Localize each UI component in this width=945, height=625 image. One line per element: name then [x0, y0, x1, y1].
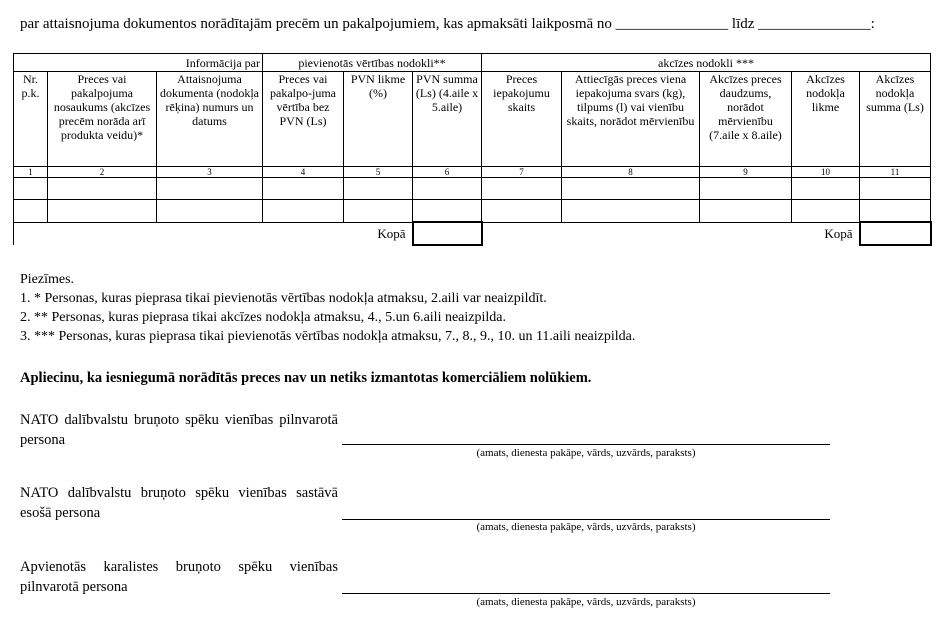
group-header-info: Informācija par — [14, 54, 263, 72]
table-cell[interactable] — [482, 178, 562, 200]
table-cell[interactable] — [344, 200, 413, 223]
totals-row — [14, 222, 931, 245]
col-number: 3 — [157, 167, 263, 178]
vat-total-label: Kopā — [377, 225, 406, 241]
note-3: 3. *** Personas, kuras pieprasa tikai pievienotās vērtības nodokļa atmaksu, 7., 8., 9., 10. un 11.aili neaizpilda. — [20, 329, 636, 344]
col-number: 5 — [344, 167, 413, 178]
table-cell[interactable] — [48, 178, 157, 200]
col-header-6: PVN summa (Ls) (4.aile x 5.aile) — [413, 72, 482, 167]
signature-line-2[interactable] — [342, 519, 830, 520]
table-row — [14, 178, 931, 200]
col-header-8: Attiecīgās preces viena iepakojuma svars (kg), tilpums (l) vai vienību skaits, norādot mērvienību — [562, 72, 700, 167]
signature-line-3[interactable] — [342, 593, 830, 594]
col-number: 1 — [14, 167, 48, 178]
excise-total-label-cell — [482, 222, 860, 245]
group-header-excise: akcīzes nodokli *** — [482, 54, 931, 72]
table-cell[interactable] — [792, 200, 860, 223]
notes-section — [20, 270, 635, 346]
col-number: 6 — [413, 167, 482, 178]
col-number: 8 — [562, 167, 700, 178]
vat-total-box[interactable] — [413, 222, 482, 245]
group-header-vat: pievienotās vērtības nodokli** — [263, 54, 482, 72]
signature-caption-2: (amats, dienesta pakāpe, vārds, uzvārds, paraksts) — [476, 521, 696, 533]
table-cell[interactable] — [48, 200, 157, 223]
table-cell[interactable] — [157, 200, 263, 223]
table-cell[interactable] — [792, 178, 860, 200]
col-header-2: Preces vai pakalpojuma nosaukums (akcīzes precēm norāda arī produkta veidu)* — [48, 72, 157, 167]
table-cell[interactable] — [157, 178, 263, 200]
col-header-4: Preces vai pakalpo-juma vērtība bez PVN (Ls) — [263, 72, 344, 167]
table-cell[interactable] — [482, 200, 562, 223]
col-header-5: PVN likme (%) — [344, 72, 413, 167]
col-number: 10 — [792, 167, 860, 178]
table-cell[interactable] — [860, 200, 931, 223]
col-header-7: Preces iepakojumu skaits — [482, 72, 562, 167]
table-cell[interactable] — [562, 200, 700, 223]
col-header-3: Attaisnojuma dokumenta (nodokļa rēķina) numurs un datums — [157, 72, 263, 167]
table-cell[interactable] — [344, 178, 413, 200]
table-cell[interactable] — [413, 178, 482, 200]
col-header-1: Nr. p.k. — [14, 72, 48, 167]
excise-total-label: Kopā — [824, 225, 853, 241]
table-cell[interactable] — [413, 200, 482, 223]
table-cell[interactable] — [562, 178, 700, 200]
signature-line-1[interactable] — [342, 444, 830, 445]
table-cell[interactable] — [263, 178, 344, 200]
table-cell[interactable] — [263, 200, 344, 223]
signature-caption-1: (amats, dienesta pakāpe, vārds, uzvārds, paraksts) — [476, 447, 696, 459]
col-number: 9 — [700, 167, 792, 178]
refund-goods-table — [13, 53, 932, 246]
period-intro-line: par attaisnojuma dokumentos norādītajām precēm un pakalpojumiem, kas apmaksāti laikposmā no _______________ līdz _______________: — [20, 16, 875, 32]
signatory-role-1: NATO dalībvalstu bruņoto spēku vienības pilnvarotā persona — [20, 412, 338, 448]
table-row — [14, 200, 931, 223]
vat-total-label-cell — [14, 222, 413, 245]
table-cell[interactable] — [14, 200, 48, 223]
table-cell[interactable] — [700, 178, 792, 200]
col-header-9: Akcīzes preces daudzums, norādot mērvienību (7.aile x 8.aile) — [700, 72, 792, 167]
signature-caption-3: (amats, dienesta pakāpe, vārds, uzvārds, paraksts) — [476, 596, 696, 608]
table-cell[interactable] — [14, 178, 48, 200]
excise-total-box[interactable] — [860, 222, 931, 245]
col-number: 2 — [48, 167, 157, 178]
col-header-11: Akcīzes nodokļa summa (Ls) — [860, 72, 931, 167]
col-number: 7 — [482, 167, 562, 178]
declaration-statement: Apliecinu, ka iesniegumā norādītās preces nav un netiks izmantotas komerciāliem nolūkiem. — [20, 370, 592, 386]
col-number: 11 — [860, 167, 931, 178]
table-cell[interactable] — [860, 178, 931, 200]
note-2: 2. ** Personas, kuras pieprasa tikai akcīzes nodokļa atmaksu, 4., 5.un 6.aili neaizpilda. — [20, 310, 506, 325]
note-1: 1. * Personas, kuras pieprasa tikai pievienotās vērtības nodokļa atmaksu, 2.aili var neaizpildīt. — [20, 291, 547, 306]
table-cell[interactable] — [700, 200, 792, 223]
signatory-role-2: NATO dalībvalstu bruņoto spēku vienības sastāvā esošā persona — [20, 485, 338, 521]
col-header-10: Akcīzes nodokļa likme — [792, 72, 860, 167]
notes-title: Piezīmes. — [20, 272, 75, 287]
signatory-role-3: Apvienotās karalistes bruņoto spēku vienības pilnvarotā persona — [20, 559, 338, 595]
col-number: 4 — [263, 167, 344, 178]
